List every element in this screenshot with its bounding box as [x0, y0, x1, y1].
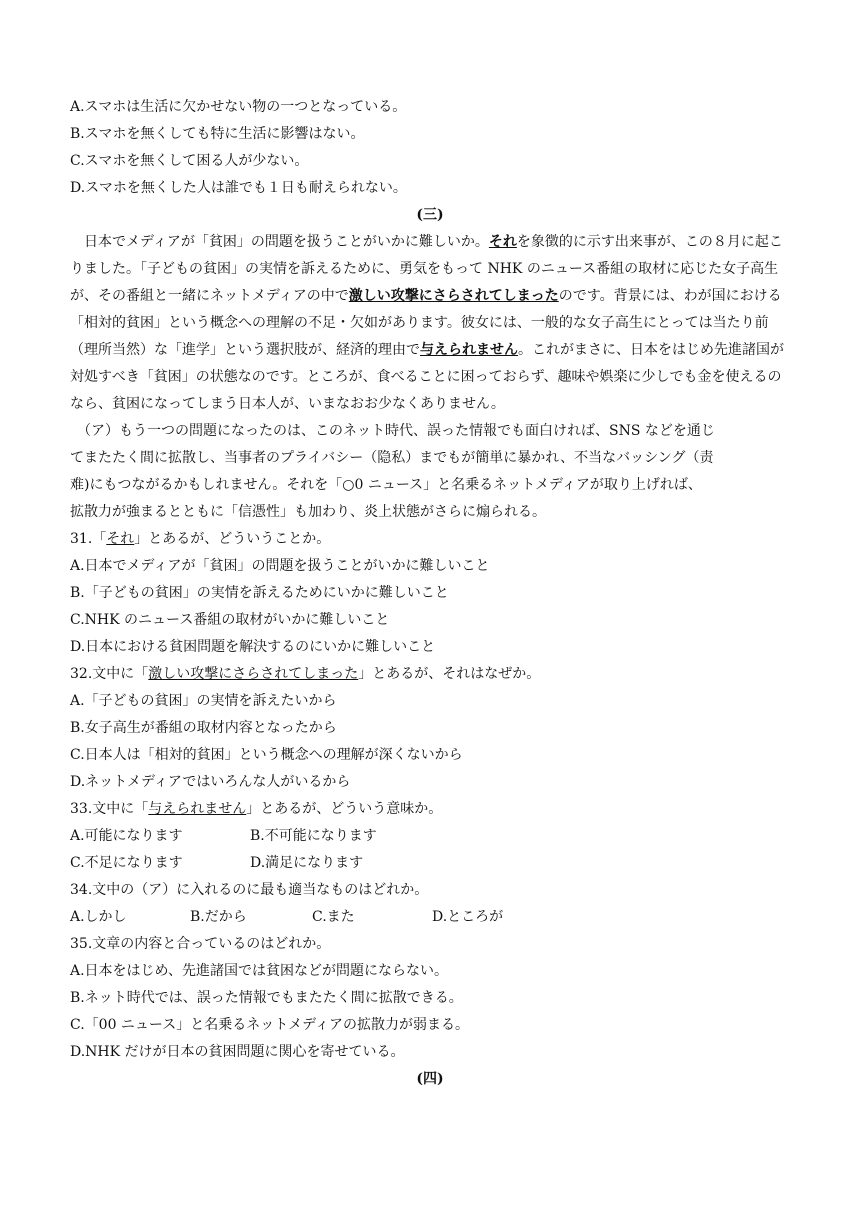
question-31-option: A.日本でメディアが「貧困」の問題を扱うことがいかに難しいこと: [70, 558, 490, 574]
passage-text: 日本でメディアが「貧困」の問題を扱うことがいかに難しいか。: [84, 234, 489, 250]
underlined-key: それ: [106, 531, 135, 547]
stem-text: 」とあるが、どういう意味か。: [246, 801, 443, 817]
stem-text: 32.文中に「: [70, 666, 149, 682]
underlined-phrase-given: 与えられません: [420, 342, 518, 358]
question-34-option: C.また: [312, 909, 355, 925]
passage-text: を象徴的に示す出来事が、この８月に起こりました。「子どもの貧困」の実情を訴えるために、勇気をもって NHK のニュース番組の取材に応じた女子高生が、その番組と一緒にネットメディアの中で: [70, 234, 783, 304]
question-31-option: D.日本における貧困問題を解決するのにいかに難しいこと: [70, 639, 436, 655]
question-35-option: B.ネット時代では、誤った情報でもまたたく間に拡散できる。: [70, 990, 463, 1006]
question-35-option: D.NHK だけが日本の貧困問題に関心を寄せている。: [70, 1044, 405, 1060]
section-title-4: (四): [416, 1071, 444, 1087]
underlined-key: 激しい攻撃にさらされてしまった: [148, 666, 359, 682]
section-title-3: (三): [416, 207, 444, 223]
stem-text: 」とあるが、それはなぜか。: [358, 666, 541, 682]
underlined-key: 与えられません: [148, 801, 247, 817]
passage-text: 。これがまさに、日本をはじめ先進諸国が対処すべき「貧困」の状態なのです。ところが、食べることに困っておらず、趣味や娯楽に少しでも金を使えるのなら、貧困になってしまう日本人が、いまなおお少なくありません。: [70, 342, 784, 412]
stem-text: 31.「: [70, 531, 107, 547]
question-33-option: B.不可能になります: [250, 828, 377, 844]
passage-paragraph-2-line: 难)にもつながるかもしれません。それを「○0 ニュース」と名乗るネットメディアが取り上げれば、: [70, 477, 702, 493]
passage-text: のです。背景には、わが国における「相対的貧困」という概念への理解の不足・欠如があります。彼女には、一般的な女子高生にとっては当たり前（理所当然）な「進学」という選択肢が、経済的理由で: [70, 288, 782, 358]
question-34-option: A.しかし: [70, 909, 127, 925]
stem-text: 」とあるが、どういうことか。: [134, 531, 331, 547]
question-33-option: D.満足になります: [250, 855, 364, 871]
question-34-options-row: [70, 904, 790, 931]
question-34-option: D.ところが: [432, 909, 504, 925]
question-33-stem: [70, 796, 790, 823]
question-33-options-row: [70, 823, 790, 850]
question-31-option: B.「子どもの貧困」の実情を訴えるためにいかに難しいこと: [70, 585, 449, 601]
prev-question-option: A.スマホは生活に欠かせない物の一つとなっている。: [70, 99, 407, 115]
prev-question-option: C.スマホを無くして困る人が少ない。: [70, 153, 309, 169]
question-33-option: C.不足になります: [70, 855, 183, 871]
question-35-option: A.日本をはじめ、先進諸国では貧困などが問題にならない。: [70, 963, 448, 979]
question-31-stem: [70, 526, 790, 553]
question-32-option: A.「子どもの貧困」の実情を訴えたいから: [70, 693, 337, 709]
passage-paragraph-1: [70, 229, 790, 418]
question-33-option: A.可能になります: [70, 828, 183, 844]
question-32-stem: [70, 661, 790, 688]
question-31-option: C.NHK のニュース番組の取材がいかに難しいこと: [70, 612, 390, 628]
passage-paragraph-2-line: 拡散力が強まるとともに「信憑性」も加わり、炎上状態がさらに煽られる。: [70, 504, 546, 520]
prev-question-option: D.スマホを無くした人は誰でも１日も耐えられない。: [70, 180, 407, 196]
stem-text: 33.文中に「: [70, 801, 149, 817]
question-35-option: C.「00 ニュース」と名乗るネットメディアの拡散力が弱まる。: [70, 1017, 469, 1033]
question-32-option: D.ネットメディアではいろんな人がいるから: [70, 774, 351, 790]
question-34-option: B.だから: [190, 909, 247, 925]
question-33-options-row: [70, 850, 790, 877]
question-32-option: C.日本人は「相対的貧困」という概念への理解が深くないから: [70, 747, 463, 763]
question-32-option: B.女子高生が番組の取材内容となったから: [70, 720, 337, 736]
passage-paragraph-2-line: （ア）もう一つの問題になったのは、このネット時代、誤った情報でも面白ければ、SNS などを通じ: [77, 423, 715, 439]
prev-question-option: B.スマホを無くしても特に生活に影響はない。: [70, 126, 365, 142]
question-35-stem: 35.文章の内容と合っているのはどれか。: [70, 936, 331, 952]
passage-paragraph-2-line: てまたたく間に拡散し、当事者のプライバシー（隐私）までもが簡単に暴かれ、不当なバッシング（责: [70, 450, 714, 466]
exam-page: [70, 94, 790, 1093]
underlined-phrase-attack: 激しい攻撃にさらされてしまった: [348, 288, 559, 304]
question-34-stem: 34.文中の（ア）に入れるのに最も適当なものはどれか。: [70, 882, 429, 898]
underlined-phrase-sore: それ: [488, 234, 517, 250]
